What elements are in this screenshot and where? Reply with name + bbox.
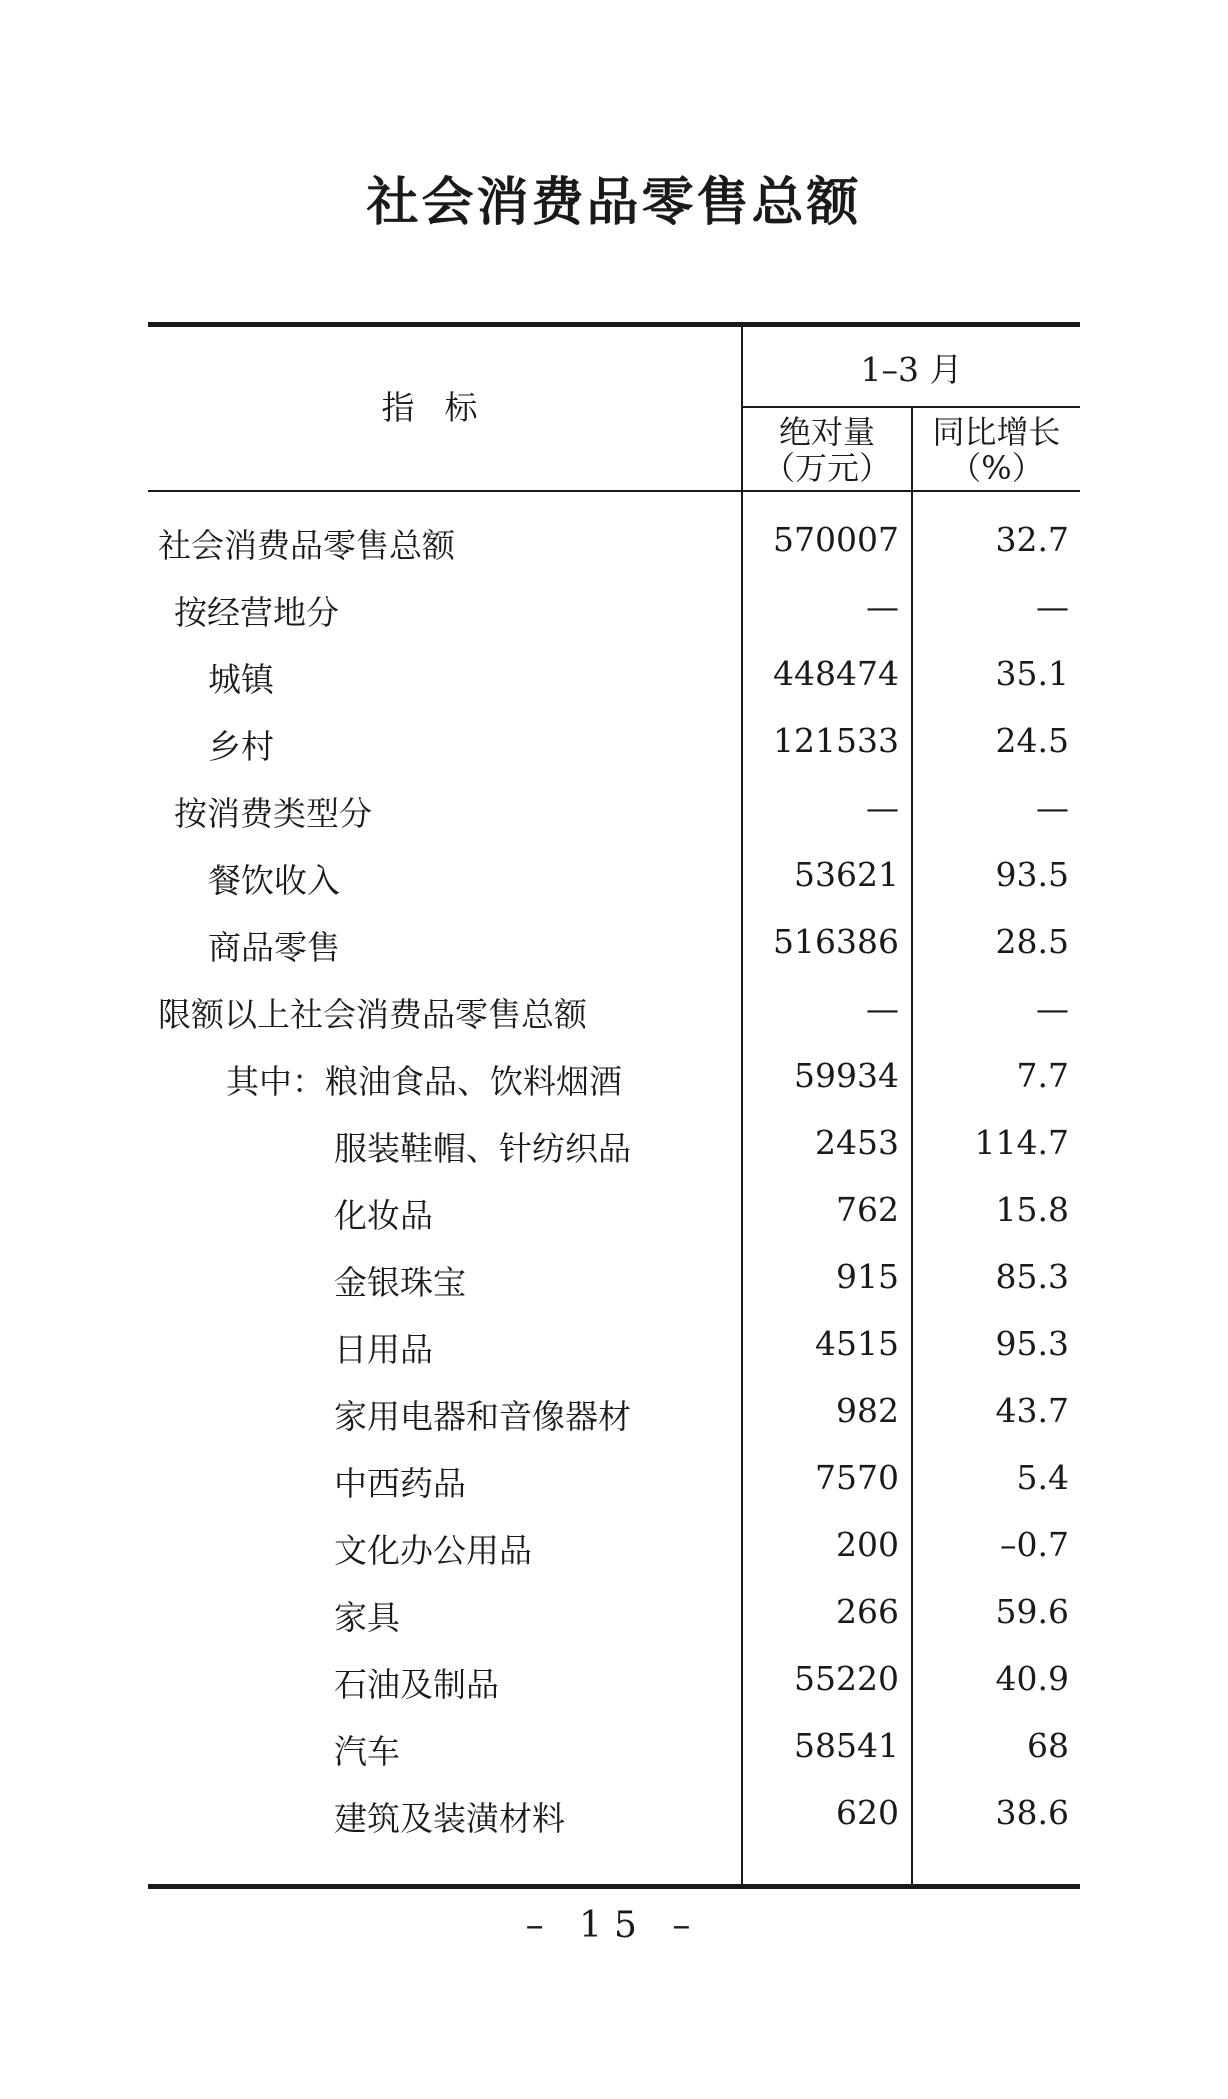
row-yoy-growth: 35.1 xyxy=(995,654,1069,693)
row-yoy-growth: 24.5 xyxy=(995,721,1069,760)
row-indicator: 家具 xyxy=(334,1598,400,1637)
row-yoy-growth: 15.8 xyxy=(995,1190,1069,1229)
table-row xyxy=(148,1718,1080,1785)
row-indicator: 限额以上社会消费品零售总额 xyxy=(158,995,587,1034)
table-row xyxy=(148,713,1080,780)
row-absolute-value: 915 xyxy=(836,1257,899,1296)
row-indicator: 商品零售 xyxy=(208,928,340,967)
page-title: 社会消费品零售总额 xyxy=(366,173,862,233)
table-row xyxy=(148,1048,1080,1115)
row-yoy-growth: 93.5 xyxy=(995,855,1069,894)
row-yoy-growth: 7.7 xyxy=(1016,1056,1069,1095)
table-row xyxy=(148,646,1080,713)
table-row xyxy=(148,1584,1080,1651)
table-row xyxy=(148,1450,1080,1517)
row-absolute-value: 516386 xyxy=(773,922,899,961)
header-bottom-rule xyxy=(148,490,1080,492)
row-indicator: 化妆品 xyxy=(334,1196,433,1235)
row-indicator: 社会消费品零售总额 xyxy=(158,526,455,565)
row-indicator: 建筑及装潢材料 xyxy=(334,1799,565,1838)
row-indicator: 按消费类型分 xyxy=(174,794,372,833)
row-yoy-growth: — xyxy=(1036,587,1069,626)
header-absolute-value: 绝对量 （万元） xyxy=(762,413,891,487)
row-absolute-value: 121533 xyxy=(773,721,899,760)
row-indicator: 石油及制品 xyxy=(334,1665,499,1704)
header-period: 1–3 月 xyxy=(860,350,963,389)
row-absolute-value: 59934 xyxy=(794,1056,899,1095)
row-yoy-growth: 38.6 xyxy=(995,1793,1069,1832)
row-indicator: 汽车 xyxy=(334,1732,400,1771)
row-absolute-value: 570007 xyxy=(773,520,899,559)
row-indicator: 餐饮收入 xyxy=(208,861,340,900)
row-yoy-growth: — xyxy=(1036,788,1069,827)
table-row xyxy=(148,1249,1080,1316)
row-yoy-growth: 5.4 xyxy=(1016,1458,1069,1497)
row-indicator: 文化办公用品 xyxy=(334,1531,532,1570)
header-yoy-growth: 同比增长 （%） xyxy=(932,413,1061,487)
row-absolute-value: 55220 xyxy=(794,1659,899,1698)
row-absolute-value: 4515 xyxy=(815,1324,899,1363)
row-indicator: 家用电器和音像器材 xyxy=(334,1397,631,1436)
row-absolute-value: 7570 xyxy=(815,1458,899,1497)
table-row xyxy=(148,1383,1080,1450)
row-yoy-growth: — xyxy=(1036,989,1069,1028)
row-absolute-value: 200 xyxy=(836,1525,899,1564)
row-absolute-value: — xyxy=(866,788,899,827)
row-indicator: 中西药品 xyxy=(334,1464,466,1503)
table-row xyxy=(148,1182,1080,1249)
row-indicator: 日用品 xyxy=(334,1330,433,1369)
row-absolute-value: 982 xyxy=(836,1391,899,1430)
row-indicator: 乡村 xyxy=(208,727,274,766)
row-absolute-value: 266 xyxy=(836,1592,899,1631)
table-row xyxy=(148,1316,1080,1383)
row-absolute-value: 448474 xyxy=(773,654,899,693)
row-indicator: 金银珠宝 xyxy=(334,1263,466,1302)
row-absolute-value: 58541 xyxy=(794,1726,899,1765)
row-yoy-growth: –0.7 xyxy=(1000,1525,1069,1564)
table-bottom-rule xyxy=(148,1884,1080,1889)
row-yoy-growth: 59.6 xyxy=(995,1592,1069,1631)
table-top-rule xyxy=(148,322,1080,327)
table-row xyxy=(148,1115,1080,1182)
row-indicator: 按经营地分 xyxy=(174,593,339,632)
row-yoy-growth: 28.5 xyxy=(995,922,1069,961)
page-number: – 15 – xyxy=(525,1905,703,1946)
table-row xyxy=(148,579,1080,646)
table-row xyxy=(148,981,1080,1048)
row-absolute-value: — xyxy=(866,587,899,626)
row-yoy-growth: 85.3 xyxy=(995,1257,1069,1296)
table-row xyxy=(148,1517,1080,1584)
table-row xyxy=(148,780,1080,847)
table-row xyxy=(148,1651,1080,1718)
table-row xyxy=(148,847,1080,914)
row-yoy-growth: 40.9 xyxy=(995,1659,1069,1698)
row-indicator: 城镇 xyxy=(208,660,274,699)
row-absolute-value: 53621 xyxy=(794,855,899,894)
header-indicator: 指标 xyxy=(381,388,508,427)
row-absolute-value: 2453 xyxy=(815,1123,899,1162)
row-yoy-growth: 95.3 xyxy=(995,1324,1069,1363)
row-yoy-growth: 114.7 xyxy=(974,1123,1069,1162)
row-yoy-growth: 32.7 xyxy=(995,520,1069,559)
row-absolute-value: — xyxy=(866,989,899,1028)
row-indicator: 其中：粮油食品、饮料烟酒 xyxy=(226,1062,622,1101)
row-yoy-growth: 68 xyxy=(1027,1726,1069,1765)
row-indicator: 服装鞋帽、针纺织品 xyxy=(334,1129,631,1168)
row-absolute-value: 762 xyxy=(836,1190,899,1229)
table-row xyxy=(148,512,1080,579)
table-row xyxy=(148,914,1080,981)
header-sub-rule xyxy=(741,406,1080,408)
row-absolute-value: 620 xyxy=(836,1793,899,1832)
row-yoy-growth: 43.7 xyxy=(995,1391,1069,1430)
table-row xyxy=(148,1785,1080,1852)
table-body xyxy=(148,512,1080,1852)
